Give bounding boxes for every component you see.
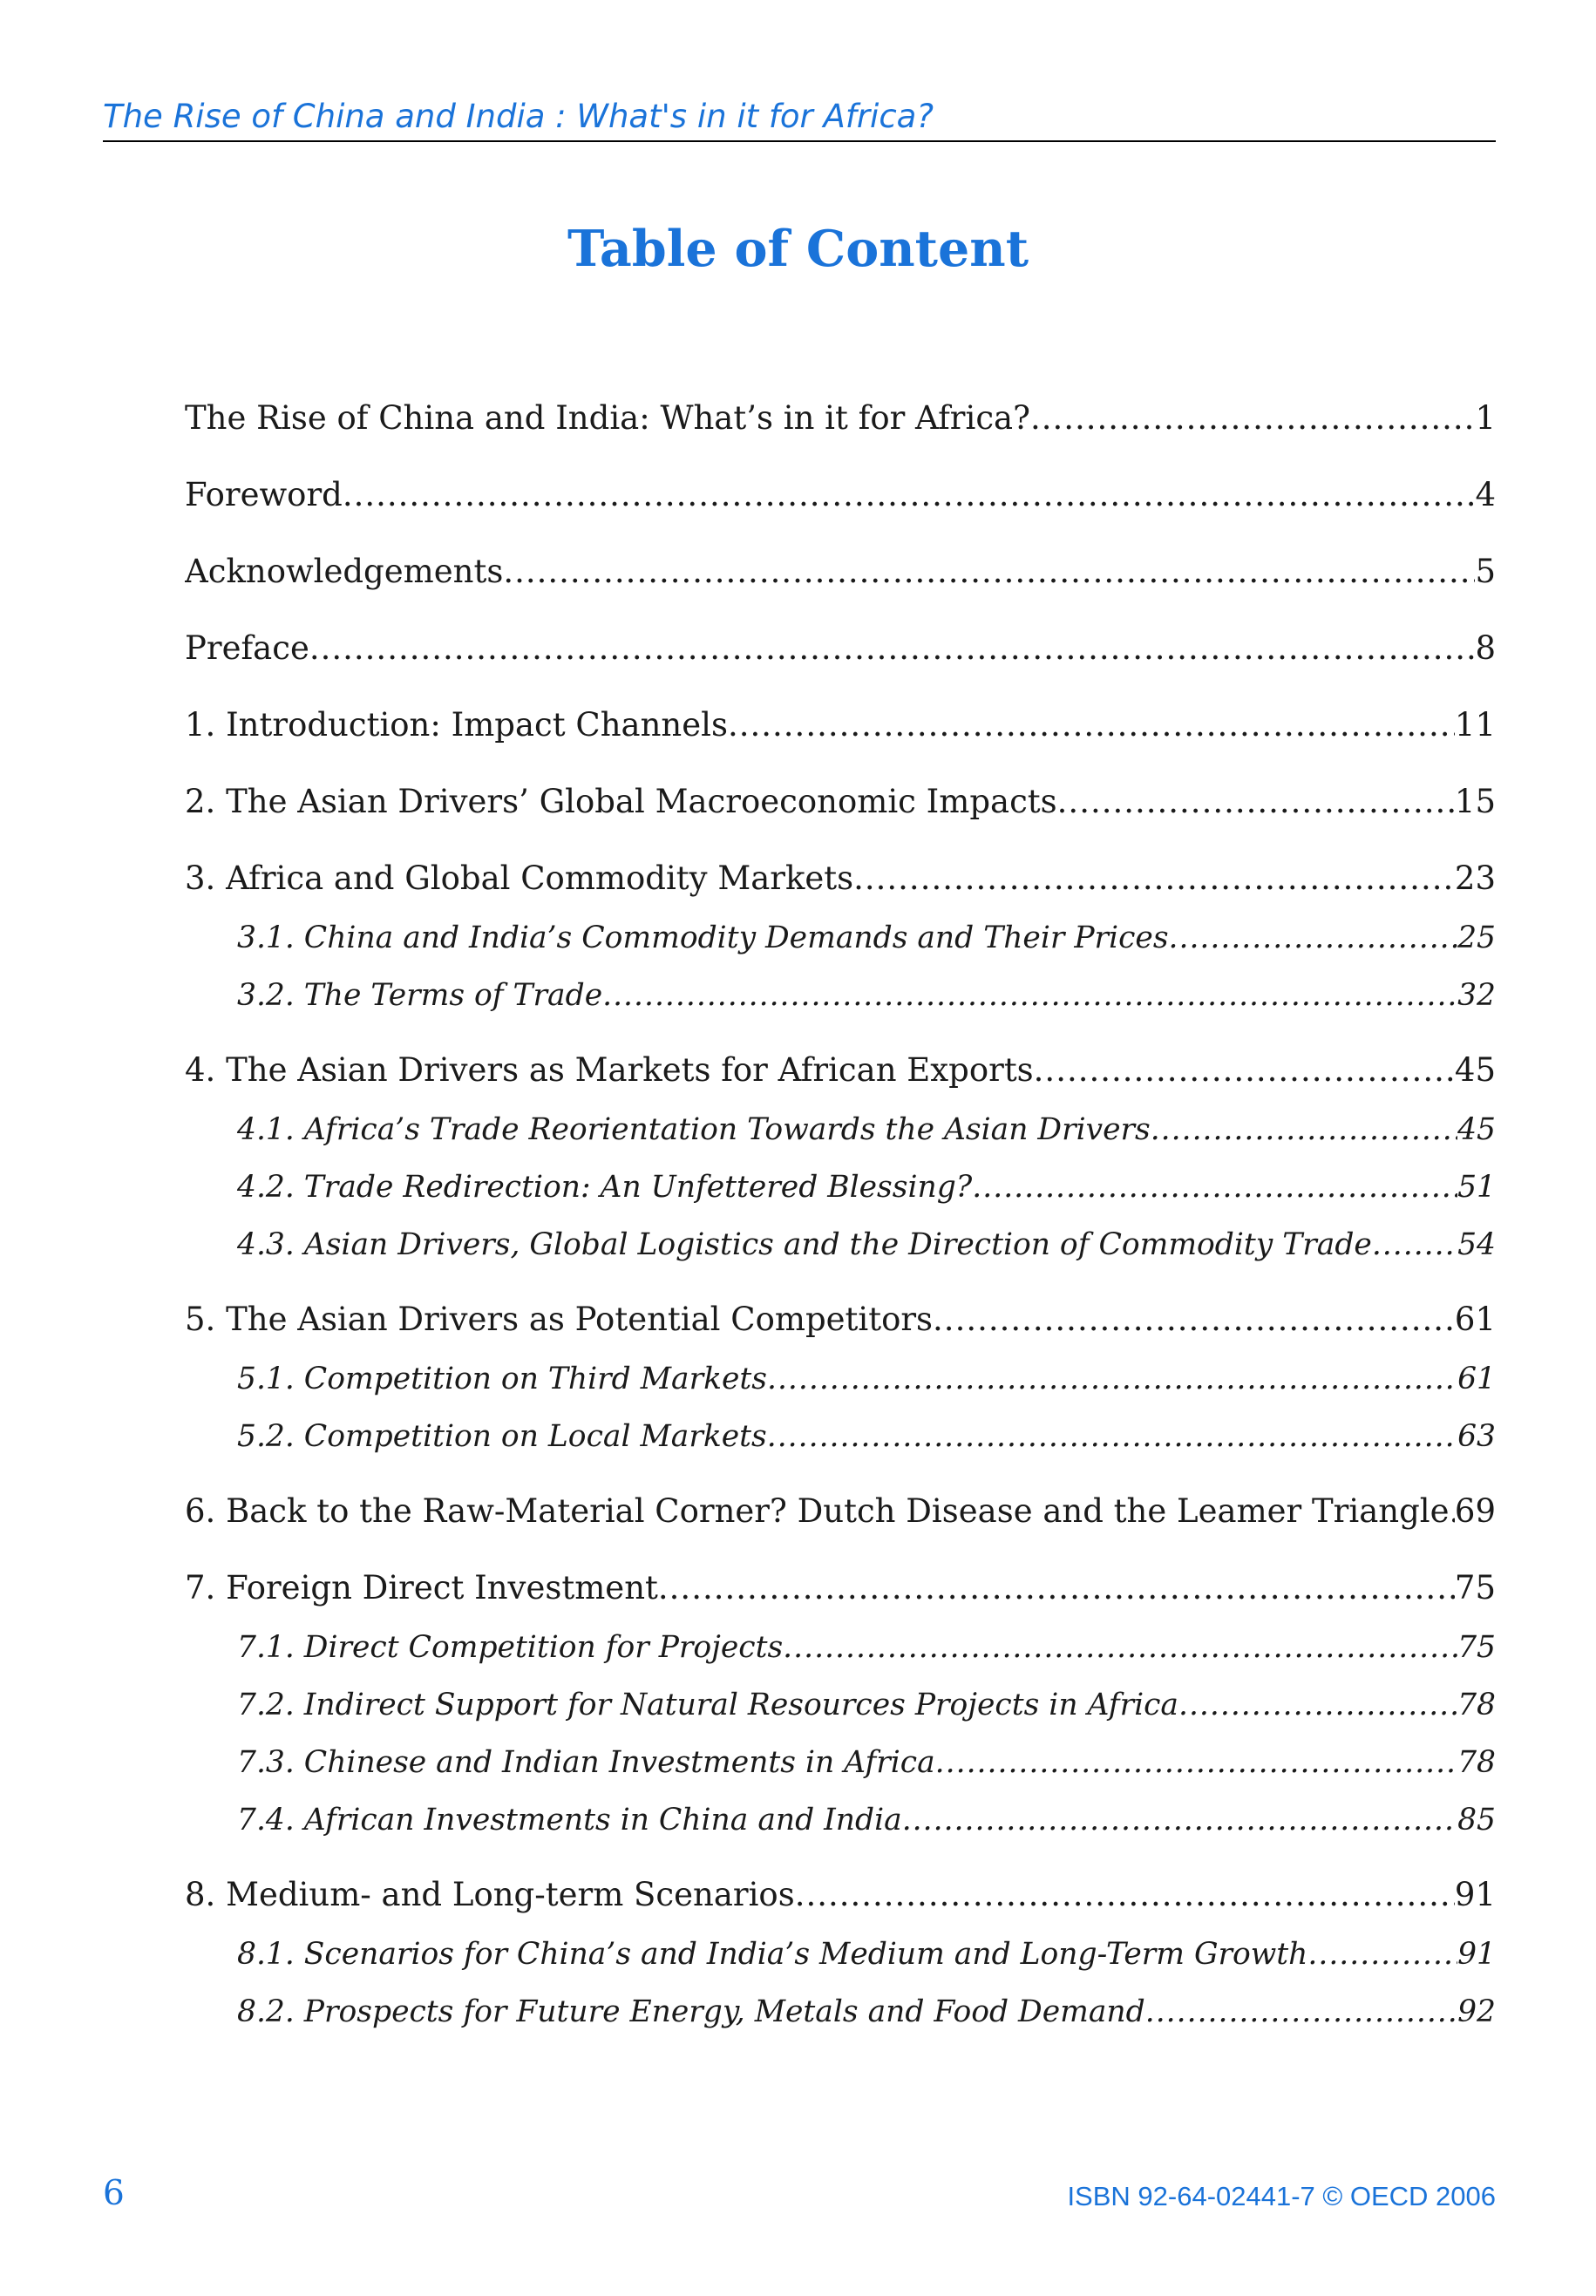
toc-entry-label: 4.1. Africa’s Trade Reorientation Towards the Asian Drivers [237,1112,1151,1147]
toc-entry-label: 4. The Asian Drivers as Markets for African Exports [185,1051,1034,1089]
toc-entry-page-number: 92 [1457,1994,1496,2029]
toc-entry-page-number: 91 [1454,1876,1496,1913]
toc-subentry [185,1416,1496,1457]
toc-entry-page-number: 78 [1457,1688,1496,1722]
toc-dot-leader [783,1627,1457,1668]
toc-entry-label: 5. The Asian Drivers as Potential Competitors [185,1301,934,1338]
toc-dot-leader [503,550,1475,594]
toc-entry-page-number: 54 [1457,1227,1496,1262]
toc-dot-leader [1307,1934,1457,1974]
footer-page-number: 6 [103,2174,125,2213]
running-header-title: The Rise of China and India : What's in it for Africa? [103,98,934,135]
toc-dot-leader [309,627,1476,670]
toc-entry [185,397,1496,440]
toc-entry-label: 5.1. Competition on Third Markets [237,1362,767,1396]
toc-subentry [185,1627,1496,1668]
toc-dot-leader [1030,397,1476,440]
toc-entry-page-number: 11 [1454,706,1496,744]
toc-dot-leader [728,703,1455,747]
toc-entry-label: Foreword [185,476,343,513]
toc-entry-page-number: 91 [1457,1937,1496,1972]
toc-entry-label: Preface [185,629,309,667]
toc-entry-page-number: 4 [1475,476,1496,513]
toc-entry [185,857,1496,900]
toc-entry-page-number: 23 [1454,859,1496,897]
toc-entry-page-number: 1 [1475,399,1496,437]
toc-dot-leader [767,1416,1457,1457]
toc-dot-leader [1057,780,1455,824]
toc-subentry [185,1800,1496,1840]
toc-dot-leader [343,473,1476,517]
toc-entry-page-number: 8 [1475,629,1496,667]
toc-subentry [185,1225,1496,1265]
toc-entry-page-number: 63 [1457,1419,1496,1454]
toc-entry-page-number: 15 [1454,783,1496,820]
toc-entry-page-number: 25 [1457,920,1496,955]
toc-dot-leader [853,857,1455,900]
toc-entry-label: 4.3. Asian Drivers, Global Logistics and the Direction of Commodity Trade [237,1227,1372,1262]
toc-subentry [185,1359,1496,1399]
toc-entry-label: 5.2. Competition on Local Markets [237,1419,767,1454]
toc-entry-label: The Rise of China and India: What’s in it for Africa? [185,399,1030,437]
footer-isbn: ISBN 92-64-02441-7 © OECD 2006 [1067,2181,1496,2211]
toc-entry-label: 3. Africa and Global Commodity Markets [185,859,854,897]
toc-entry-page-number: 61 [1457,1362,1496,1396]
toc-dot-leader [1169,918,1458,958]
toc-entry-label: 8.2. Prospects for Future Energy, Metals and Food Demand [237,1994,1145,2029]
toc-dot-leader [902,1800,1457,1840]
toc-dot-leader [602,975,1457,1016]
toc-entry-label: 7.2. Indirect Support for Natural Resources Projects in Africa [237,1688,1178,1722]
toc-entry-label: 7.4. African Investments in China and India [237,1803,902,1837]
toc-dot-leader [935,1742,1457,1783]
table-of-contents [185,397,1496,2032]
toc-entry [185,473,1496,517]
toc-dot-leader [1034,1049,1455,1092]
toc-subentry [185,918,1496,958]
toc-entry-page-number: 78 [1457,1745,1496,1780]
toc-entry [185,780,1496,824]
toc-entry-label: 3.1. China and India’s Commodity Demands and Their Prices [237,920,1169,955]
toc-entry-label: 8. Medium- and Long-term Scenarios [185,1876,795,1913]
toc-dot-leader [1372,1225,1457,1265]
toc-entry-label: 4.2. Trade Redirection: An Unfettered Blessing? [237,1170,973,1205]
toc-entry-page-number: 5 [1475,553,1496,590]
toc-dot-leader [1178,1685,1457,1725]
toc-entry-page-number: 51 [1457,1170,1496,1205]
toc-entry-page-number: 45 [1454,1051,1496,1089]
toc-entry-label: 6. Back to the Raw-Material Corner? Dutch Disease and the Leamer Triangle [185,1492,1450,1530]
toc-entry-label: 8.1. Scenarios for China’s and India’s Medium and Long-Term Growth [237,1937,1308,1972]
toc-subentry [185,1992,1496,2032]
toc-entry-page-number: 45 [1457,1112,1496,1147]
toc-subentry [185,1110,1496,1150]
toc-entry-page-number: 32 [1457,978,1496,1013]
toc-entry [185,1566,1496,1610]
toc-subentry [185,1742,1496,1783]
toc-subentry [185,1934,1496,1974]
toc-entry-label: 1. Introduction: Impact Channels [185,706,728,744]
toc-entry [185,1049,1496,1092]
toc-entry-label: 7.1. Direct Competition for Projects [237,1630,784,1665]
toc-dot-leader [933,1298,1455,1342]
toc-entry-page-number: 61 [1454,1301,1496,1338]
toc-dot-leader [1151,1110,1457,1150]
toc-entry-label: 2. The Asian Drivers’ Global Macroeconomic Impacts [185,783,1057,820]
toc-dot-leader [795,1873,1455,1917]
toc-subentry [185,975,1496,1016]
toc-entry-label: 7. Foreign Direct Investment [185,1569,658,1607]
toc-entry-page-number: 75 [1457,1630,1496,1665]
toc-entry-page-number: 75 [1454,1569,1496,1607]
toc-entry [185,703,1496,747]
toc-entry [185,550,1496,594]
toc-entry-label: 7.3. Chinese and Indian Investments in Africa [237,1745,935,1780]
toc-dot-leader [1145,1992,1457,2032]
toc-subentry [185,1685,1496,1725]
toc-subentry [185,1167,1496,1207]
toc-entry-label: Acknowledgements [185,553,504,590]
toc-dot-leader [658,1566,1455,1610]
toc-entry [185,1490,1496,1533]
toc-dot-leader [767,1359,1457,1399]
page-title: Table of Content [567,220,1029,278]
toc-entry [185,627,1496,670]
toc-entry [185,1873,1496,1917]
toc-entry [185,1298,1496,1342]
toc-entry-page-number: 69 [1454,1492,1496,1530]
toc-entry-page-number: 85 [1457,1803,1496,1837]
header-rule [103,140,1496,142]
toc-entry-label: 3.2. The Terms of Trade [237,978,603,1013]
toc-dot-leader [972,1167,1457,1207]
